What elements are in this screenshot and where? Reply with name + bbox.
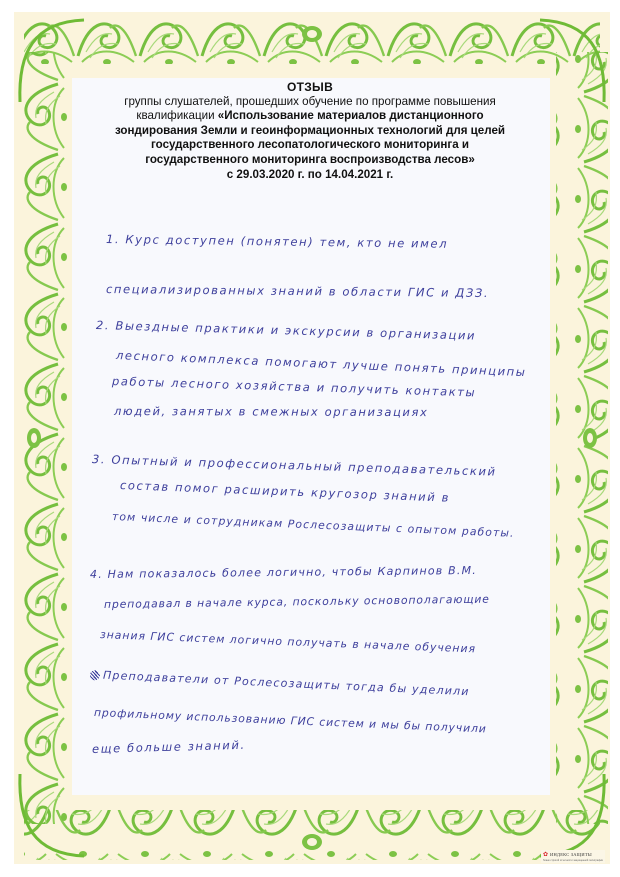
item-text: Выездные практики и экскурсии в организации bbox=[115, 318, 477, 343]
header-line-2-prefix: квалификации bbox=[136, 109, 218, 123]
feedback-item-3-line-2: состав помог расширить кругозор знаний в bbox=[119, 478, 451, 505]
document-header bbox=[72, 80, 548, 182]
flower-logo-icon: ✿ bbox=[543, 851, 549, 858]
header-line-2 bbox=[72, 109, 548, 124]
item-number: 3. bbox=[91, 452, 107, 467]
course-dates: с 29.03.2020 г. по 14.04.2021 г. bbox=[226, 167, 394, 181]
item-number: 2. bbox=[95, 318, 111, 333]
document-title: ОТЗЫВ bbox=[286, 80, 334, 94]
feedback-item-5-line-2: профильному использованию ГИС систем и мы бы получили bbox=[93, 706, 488, 736]
printer-brand-mark bbox=[541, 850, 605, 863]
header-line-4: государственного лесопатологического мониторинга и bbox=[150, 138, 470, 152]
item-number: 4. bbox=[89, 567, 103, 581]
item-text: Преподаватели от Рослесозащиты тогда бы уделили bbox=[102, 668, 470, 699]
brand-name: ИНДЕКС ЗАЩИТЫ bbox=[550, 852, 592, 857]
item-number: 1. bbox=[105, 232, 121, 247]
feedback-item-2-line-3: работы лесного хозяйства и получить контакты bbox=[111, 374, 477, 400]
program-name-start: «Использование материалов дистанционного bbox=[217, 109, 484, 123]
item-text: Опытный и профессиональный преподавательский bbox=[111, 452, 497, 479]
item-text: Нам показалось более логично, чтобы Карпинов В.М. bbox=[107, 563, 478, 581]
feedback-item-3-line-3: том числе и сотрудникам Рослесозащиты с опытом работы. bbox=[111, 510, 515, 540]
crossed-out-number-icon bbox=[90, 670, 100, 680]
header-line-1: группы слушателей, прошедших обучение по программе повышения bbox=[124, 94, 496, 108]
feedback-item-2-line-4: людей, занятых в смежных организациях bbox=[113, 404, 429, 420]
feedback-item-4-line-3: знания ГИС систем логично получать в начале обучения bbox=[99, 628, 477, 656]
feedback-item-4-line-2: преподавал в начале курса, поскольку основополагающие bbox=[103, 592, 490, 611]
brand-subtitle: бланк строгой отчетности защищенной полиграфии bbox=[543, 858, 604, 862]
feedback-item-1-line-2: специализированных знаний в области ГИС и ДЗЗ. bbox=[105, 282, 490, 301]
item-text: Курс доступен (понятен) тем, кто не имел bbox=[125, 232, 449, 251]
header-line-3: зондирования Земли и геоинформационных технологий для целей bbox=[114, 123, 506, 137]
header-line-5: государственного мониторинга воспроизводства лесов» bbox=[145, 152, 475, 166]
feedback-item-2-line-2: лесного комплекса помогают лучше понять принципы bbox=[115, 348, 527, 380]
feedback-item-5-line-3: еще больше знаний. bbox=[91, 737, 246, 756]
